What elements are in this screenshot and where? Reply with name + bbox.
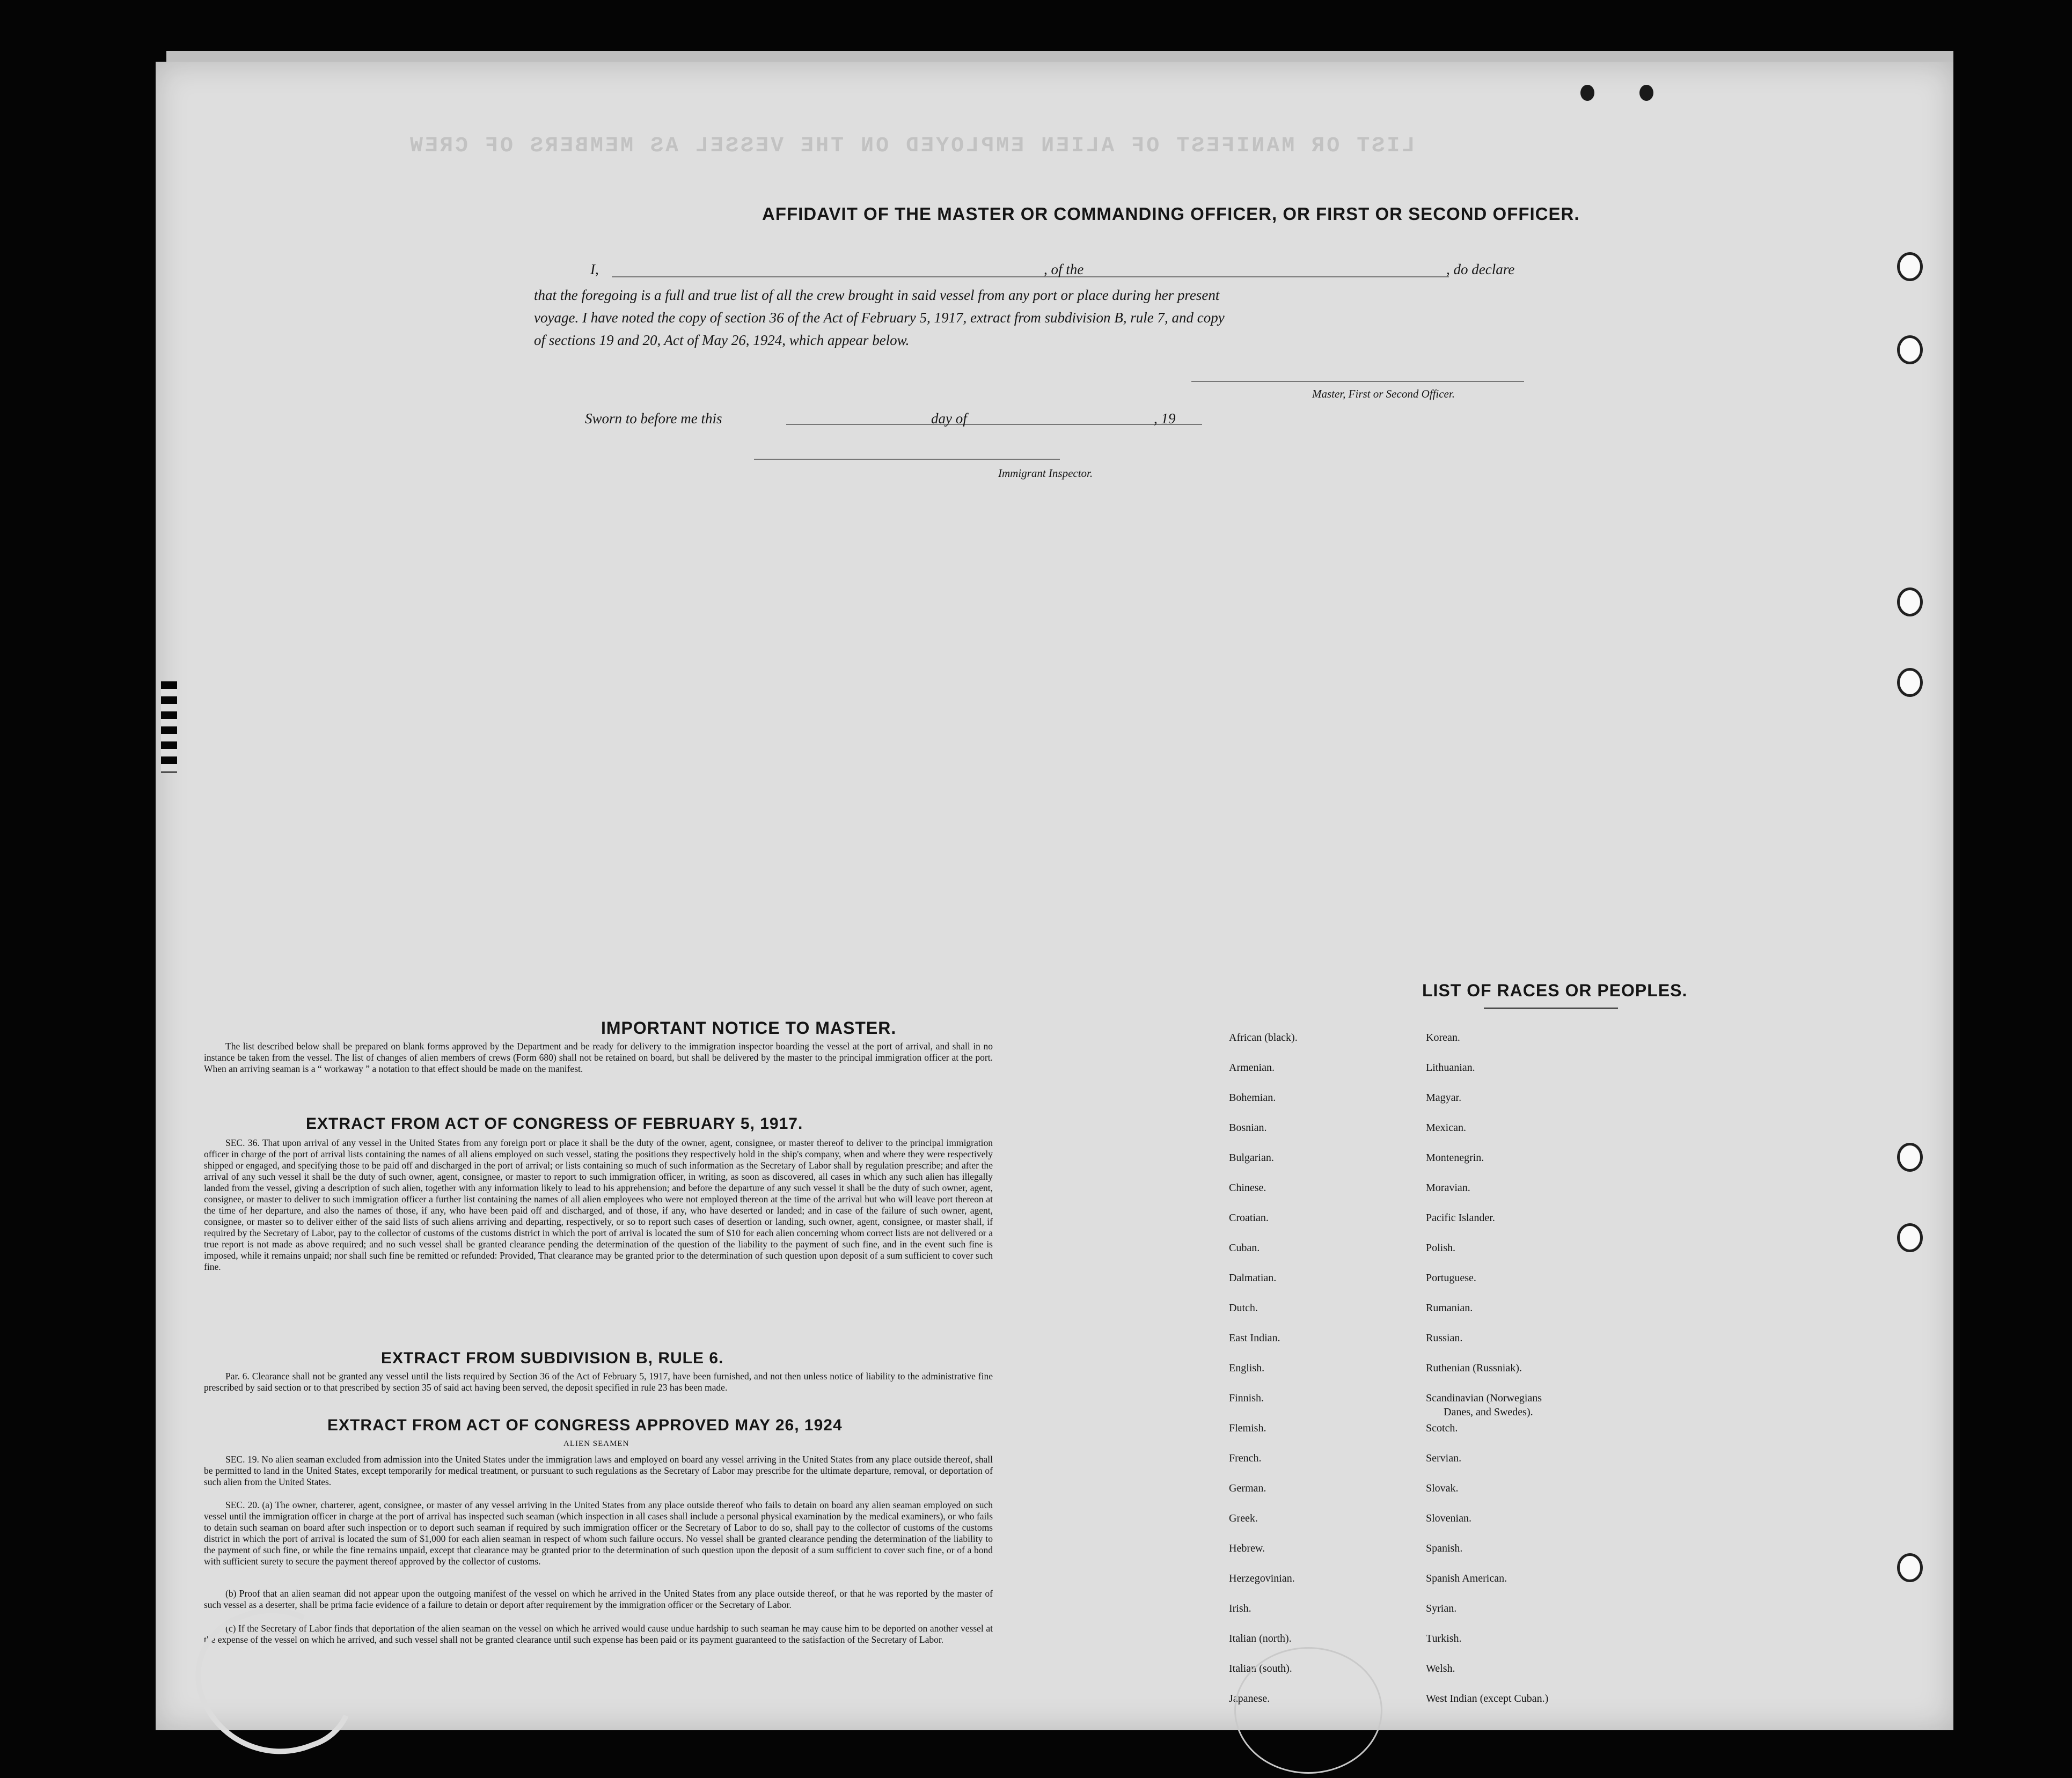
race-item: Slovak. [1426, 1482, 1459, 1494]
races-title-underline [1484, 1008, 1618, 1009]
race-item: Finnish. [1229, 1392, 1264, 1404]
race-item: Turkish. [1426, 1633, 1462, 1644]
race-item: Magyar. [1426, 1092, 1462, 1104]
race-item: Dutch. [1229, 1302, 1258, 1314]
inspector-label: Immigrant Inspector. [998, 467, 1093, 480]
race-item: Ruthenian (Russniak). [1426, 1362, 1522, 1374]
notice-title: IMPORTANT NOTICE TO MASTER. [601, 1018, 897, 1038]
affidavit-declare: , do declare [1446, 261, 1515, 277]
document-page [156, 62, 1953, 1730]
race-item: Italian (north). [1229, 1633, 1292, 1644]
race-item: Dalmatian. [1229, 1272, 1277, 1284]
race-item: Welsh. [1426, 1663, 1455, 1674]
master-signature-line [1191, 381, 1524, 382]
signature-scrawl [178, 1586, 370, 1778]
race-item: Mexican. [1426, 1122, 1466, 1134]
race-item: Servian. [1426, 1452, 1462, 1464]
punch-hole [1897, 1143, 1923, 1172]
race-item: Bosnian. [1229, 1122, 1267, 1134]
race-item: Lithuanian. [1426, 1062, 1475, 1074]
race-item: Montenegrin. [1426, 1152, 1484, 1164]
punch-hole [1897, 587, 1923, 616]
sec20b-text: (b) Proof that an alien seaman did not appear upon the outgoing manifest of the vessel on which he arrived in the United States from any place outside thereof, or that he was reported by the master of such vessel as a deserter, shall be prima facie evidence of a failure to detain or deport after requirement by the immigration officer or the Secretary of Labor. [204, 1588, 993, 1610]
race-item: Spanish American. [1426, 1573, 1507, 1584]
extract-1917-title: EXTRACT FROM ACT OF CONGRESS OF FEBRUARY 5, 1917. [306, 1115, 803, 1133]
extract-rule6-title: EXTRACT FROM SUBDIVISION B, RULE 6. [381, 1349, 724, 1367]
race-item-continuation: Danes, and Swedes). [1444, 1406, 1533, 1418]
race-item: East Indian. [1229, 1332, 1280, 1344]
race-item: Scandinavian (Norwegians [1426, 1392, 1542, 1404]
race-item: Moravian. [1426, 1182, 1470, 1194]
race-item: German. [1229, 1482, 1266, 1494]
race-item: Chinese. [1229, 1182, 1266, 1194]
punch-hole [1897, 335, 1923, 364]
extract-1924-title: EXTRACT FROM ACT OF CONGRESS APPROVED MAY 26, 1924 [327, 1416, 843, 1434]
race-item: African (black). [1229, 1032, 1298, 1044]
affidavit-title: AFFIDAVIT OF THE MASTER OR COMMANDING OFFICER, OR FIRST OR SECOND OFFICER. [762, 204, 1580, 224]
race-item: Hebrew. [1229, 1542, 1265, 1554]
races-title: LIST OF RACES OR PEOPLES. [1422, 981, 1688, 1000]
race-item: English. [1229, 1362, 1265, 1374]
master-label: Master, First or Second Officer. [1312, 387, 1455, 400]
race-item: Slovenian. [1426, 1512, 1471, 1524]
affidavit-line2: that the foregoing is a full and true list of all the crew brought in said vessel from any port or place during her present [534, 287, 1220, 303]
faded-stamp [1234, 1647, 1382, 1774]
vessel-line [1116, 276, 1449, 277]
race-item: West Indian (except Cuban.) [1426, 1693, 1549, 1704]
race-item: Polish. [1426, 1242, 1456, 1254]
race-item: Pacific Islander. [1426, 1212, 1495, 1224]
notice-body: The list described below shall be prepared on blank forms approved by the Department and be ready for delivery to the immigration inspector boarding the vessel at the port of arrival, and shall in no instance be taken from the vessel. The list of changes of alien members of crews (Form 680) shall not be retained on board, but shall be delivered by the master to the principal immigration officer at the port. When an arriving seaman is a “ workaway ” a notation to that effect should be made on the manifest. [204, 1041, 993, 1074]
fastener-mark [1580, 85, 1594, 101]
race-item: French. [1229, 1452, 1262, 1464]
race-item: Spanish. [1426, 1542, 1463, 1554]
affidavit-of-the: , of the [1044, 261, 1084, 277]
sworn-text: Sworn to before me this [585, 410, 722, 427]
year-prefix: , 19 [1154, 410, 1176, 427]
race-item: Croatian. [1229, 1212, 1269, 1224]
extract-1917-body: SEC. 36. That upon arrival of any vessel in the United States from any foreign port or place it shall be the duty of the owner, agent, consignee, or master thereof to deliver to the principal immigration officer in charge of the port of arrival lists containing the names of all aliens employed on such vessel, stating the positions they respectively hold in the ship's company, when and where they were respectively shipped or engaged, and specifying those to be paid off and discharged in the port of arrival; or lists containing so much of such information as the Secretary of Labor shall by regulation prescribe; and after the arrival of any such vessel it shall be the duty of such owner, agent, consignee, or master to report to such immigration officer, in writing, as soon as discovered, all cases in which any such alien has illegally landed from the vessel, giving a description of such alien, together with any information likely to lead to his apprehension; and before the departure of any such vessel it shall be the duty of such owner, agent, consignee, or master to deliver to such immigration officer a further list containing the names of all alien employees who were not employed thereon at the time of the arrival but who will leave port thereon at the time of her departure, and also the names of those, if any, who have been paid off and discharged, and of those, if any, who have deserted or landed; and in case of the failure of such owner, agent, consignee, or master so to deliver either of the said lists of such aliens arriving and departing, respectively, or so to report such cases of desertion or landing, such owner, agent, consignee, or master shall, if required by the Secretary of Labor, pay to the collector of customs of the customs district in which the port of arrival is located the sum of $10 for each alien concerning whom correct lists are not delivered or a true report is not made as above required; and no such vessel shall be granted clearance pending the determination of the question of the liability to the payment of such fine, and in the event such fine is imposed, while it remains unpaid; nor shall such fine be remitted or refunded: Provided, That clearance may be granted prior to the determination of such question upon deposit of a sum sufficient to cover such fine. [204, 1137, 993, 1272]
name-line [612, 276, 1197, 277]
extract-rule6-body: Par. 6. Clearance shall not be granted any vessel until the lists required by Section 36 of the Act of February 5, 1917, have been furnished, and not then unless notice of liability to the administrative fine prescribed by said section or to that prescribed by section 35 of said act having been served, the deposit specified in rule 23 has been made. [204, 1371, 993, 1393]
alien-seamen-subtitle: ALIEN SEAMEN [563, 1439, 629, 1448]
race-item: Greek. [1229, 1512, 1258, 1524]
race-item: Scotch. [1426, 1422, 1458, 1434]
race-item: Irish. [1229, 1603, 1251, 1614]
race-item: Syrian. [1426, 1603, 1457, 1614]
race-item: Herzegovinian. [1229, 1573, 1295, 1584]
race-item: Bulgarian. [1229, 1152, 1274, 1164]
bleed-through-header: LIST OR MANIFEST OF ALIEN EMPLOYED ON THE VESSEL AS MEMBERS OF CREW [408, 134, 1415, 158]
race-item: Cuban. [1229, 1242, 1260, 1254]
punch-hole [1897, 668, 1923, 697]
punch-hole [1897, 1223, 1923, 1252]
race-item: Portuguese. [1426, 1272, 1476, 1284]
race-item: Bohemian. [1229, 1092, 1276, 1104]
punch-hole [1897, 1553, 1923, 1582]
race-item: Japanese. [1229, 1693, 1270, 1704]
affidavit-line4: of sections 19 and 20, Act of May 26, 1924, which appear below. [534, 332, 910, 348]
race-item: Russian. [1426, 1332, 1463, 1344]
race-item: Italian (south). [1229, 1663, 1292, 1674]
punch-hole [1897, 252, 1923, 281]
sec20c-text: (c) If the Secretary of Labor finds that deportation of the alien seaman on the vessel on which he arrived would cause undue hardship to such seaman he may cause him to be deported on another vessel at the expense of the vessel on which he arrived, and such vessel shall not be granted clearance until such expense has been paid or its payment guaranteed to the satisfaction of the Secretary of Labor. [204, 1623, 993, 1645]
affidavit-i: I, [590, 261, 599, 277]
race-item: Flemish. [1229, 1422, 1266, 1434]
day-of: day of [931, 410, 967, 427]
sec20a-text: SEC. 20. (a) The owner, charterer, agent, consignee, or master of any vessel arriving in the United States from any place outside thereof who fails to detain on board any alien seaman employed on such vessel until the immigration officer in charge at the port of arrival has inspected such seaman (which inspection in all cases shall include a personal physical examination by the medical examiners), or who fails to detain such seaman on board after such inspection or to deport such seaman if required by such immigration officer or the Secretary of Labor to do so, shall pay to the collector of customs of the customs district in which the port of arrival is located the sum of $1,000 for each alien seaman in respect of whom such failure occurs. No vessel shall be granted clearance pending the determination of the liability to the payment of such fine, or while the fine remains unpaid, except that clearance may be granted prior to the determination of such question upon the deposit of a sum sufficient to cover such fine, or of a bond with sufficient surety to secure the payment thereof approved by the collector of customs. [204, 1500, 993, 1567]
race-item: Rumanian. [1426, 1302, 1473, 1314]
perforation-edge [161, 681, 177, 773]
race-item: Armenian. [1229, 1062, 1275, 1074]
sec19-text: SEC. 19. No alien seaman excluded from admission into the United States under the immigration laws and employed on board any vessel arriving in the United States from any place outside thereof, shall be permitted to land in the United States, except temporarily for medical treatment, or pursuant to such regulations as the Secretary of Labor may prescribe for the ultimate departure, removal, or deportation of such alien from the United States. [204, 1454, 993, 1487]
fastener-mark [1639, 85, 1653, 101]
race-item: Korean. [1426, 1032, 1460, 1044]
inspector-signature-line [754, 459, 1060, 460]
affidavit-line3: voyage. I have noted the copy of section 36 of the Act of February 5, 1917, extract from subdivision B, rule 7, and copy [534, 310, 1225, 326]
